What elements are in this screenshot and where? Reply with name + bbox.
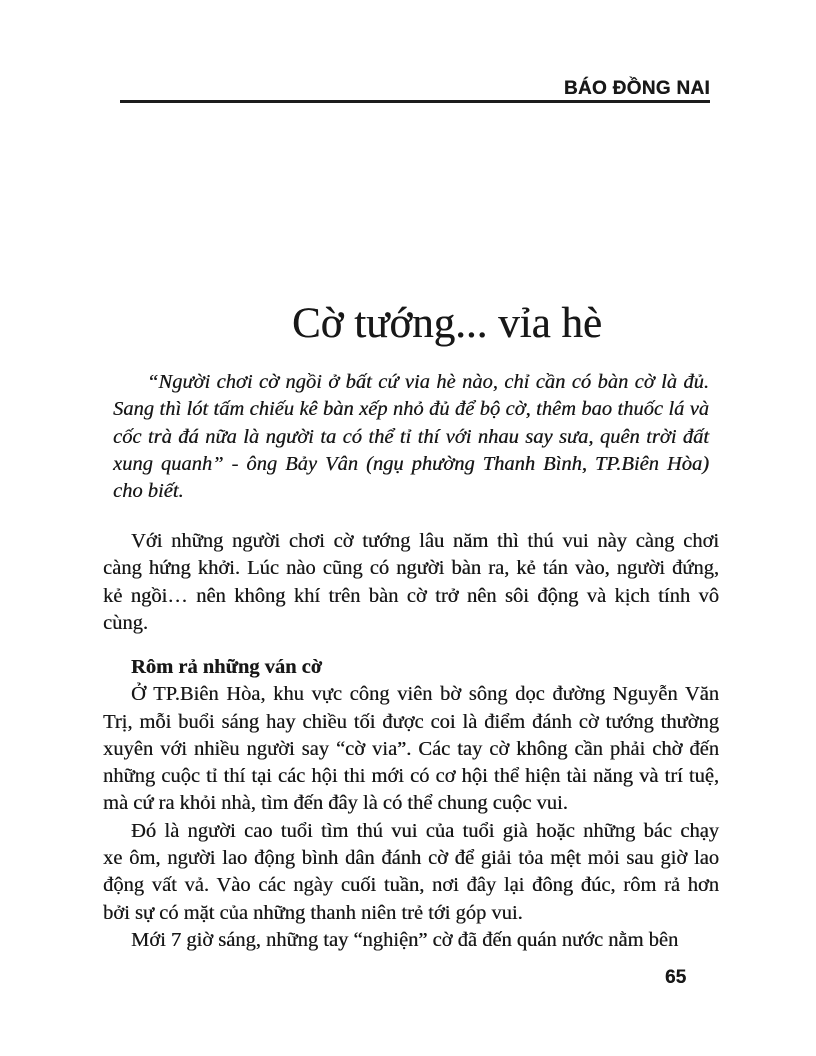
text-line: mà cứ ra khỏi nhà, tìm đến đây là có thể chung cuộc vui. <box>103 792 568 815</box>
section-subheading: Rôm rả những ván cờ <box>131 656 323 678</box>
paragraph-3 <box>103 818 719 927</box>
text-line: kẻ ngồi… nên không khí trên bàn cờ trở nên sôi động và kịch tính vô <box>103 584 719 607</box>
text-line: Với những người chơi cờ tướng lâu năm thì thú vui này càng chơi <box>131 530 719 552</box>
text-line: Trị, mỗi buổi sáng hay chiều tối được coi là điểm đánh cờ tướng thường <box>103 710 719 733</box>
text-line: bởi sự có mặt của những thanh niên trẻ tới góp vui. <box>103 901 523 924</box>
paragraph-1 <box>103 528 719 637</box>
text-line: xe ôm, người lao động bình dân đánh cờ để giải tỏa mệt mỏi sau giờ lao <box>103 847 719 870</box>
text-line: Mới 7 giờ sáng, những tay “nghiện” cờ đã đến quán nước nằm bên <box>131 928 679 951</box>
text-line: Ở TP.Biên Hòa, khu vực công viên bờ sông dọc đường Nguyễn Văn <box>131 683 719 706</box>
paragraph-4 <box>103 927 719 954</box>
text-line: xuyên với nhiều người say “cờ via”. Các tay cờ không cần phải chờ đến <box>103 737 719 760</box>
text-line: xung quanh” - ông Bảy Vân (ngụ phường Thanh Bình, TP.Biên Hòa) <box>113 452 709 475</box>
text-line: cho biết. <box>113 480 184 503</box>
text-line: “Người chơi cờ ngồi ở bất cứ via hè nào, chỉ cần có bàn cờ là đủ. <box>147 371 709 393</box>
text-line: càng hứng khởi. Lúc nào cũng có người bàn ra, kẻ tán vào, người đứng, <box>103 557 719 580</box>
article-section <box>103 654 719 954</box>
text-line: những cuộc tỉ thí tại các hội thi mới có cơ hội thể hiện tài năng và trí tuệ, <box>103 765 719 788</box>
lead-quote <box>113 369 709 505</box>
text-line: động vất vả. Vào các ngày cuối tuần, nơi đây lại đông đúc, rôm rả hơn <box>103 874 719 897</box>
text-line: cùng. <box>103 611 148 634</box>
text-line: Đó là người cao tuổi tìm thú vui của tuổi già hoặc những bác chạy <box>131 819 719 842</box>
text-line: Sang thì lót tấm chiếu kê bàn xếp nhỏ đủ để bộ cờ, thêm bao thuốc lá và <box>113 398 709 421</box>
text-line: cốc trà đá nữa là người ta có thể tỉ thí với nhau say sưa, quên trời đất <box>113 425 709 448</box>
header-rule <box>120 100 710 103</box>
article-title: Cờ tướng... vỉa hè <box>291 300 603 347</box>
page-number: 65 <box>665 967 687 988</box>
masthead: BÁO ĐỒNG NAI <box>563 78 710 99</box>
paragraph-2 <box>103 681 719 817</box>
